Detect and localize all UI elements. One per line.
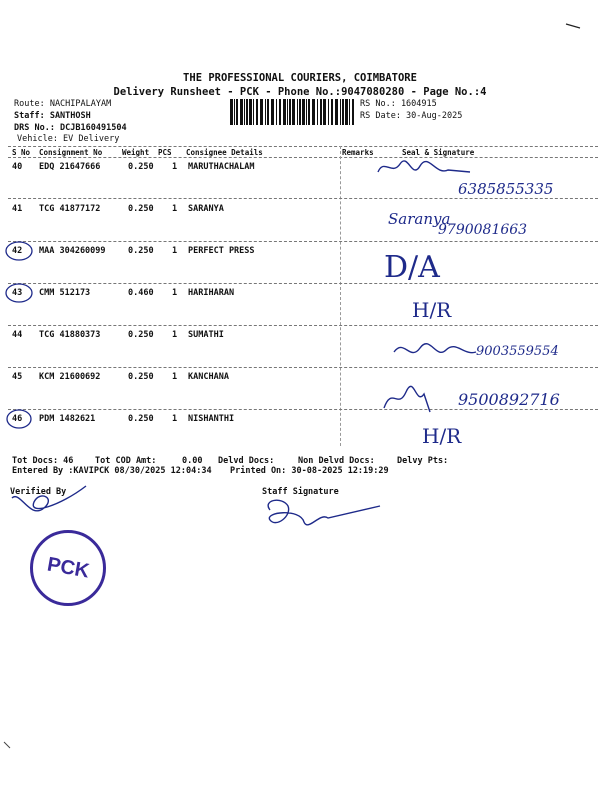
col-seal-signature: Seal & Signature xyxy=(402,148,475,157)
staff-label: Staff: SANTHOSH xyxy=(14,111,91,121)
col-weight: Weight xyxy=(122,148,150,157)
row-weight: 0.250 xyxy=(128,372,154,382)
col-consignee: Consignee Details xyxy=(186,148,263,157)
stray-mark xyxy=(566,24,580,28)
delivered-docs: Delvd Docs: xyxy=(218,456,275,466)
row-consignee: SARANYA xyxy=(188,204,224,214)
handwritten-da-42: D/A xyxy=(384,250,440,285)
row-42-circle xyxy=(6,242,32,260)
drs-number: DRS No.: DCJB160491504 xyxy=(14,123,127,133)
handwritten-phone-41: 9790081663 xyxy=(438,222,528,238)
rs-number: RS No.: 1604915 xyxy=(360,99,437,109)
non-delivered-docs: Non Delvd Docs: xyxy=(298,456,375,466)
stray-mark xyxy=(4,742,10,748)
total-cod-amount: Tot COD Amt: 0.00 xyxy=(95,456,203,466)
stamp-text: PCK xyxy=(45,553,91,583)
row-consignee: NISHANTHI xyxy=(188,414,235,424)
row-consignee: SUMATHI xyxy=(188,330,224,340)
row-consignment: PDM 1482621 xyxy=(39,414,96,424)
row-sno: 44 xyxy=(12,330,23,340)
signature-45 xyxy=(384,386,430,412)
row-pcs: 1 xyxy=(172,162,178,172)
runsheet-subtitle: Delivery Runsheet - PCK - Phone No.:9047080280 - Page No.:4 xyxy=(113,86,487,98)
handwritten-hr-46: H/R xyxy=(422,424,462,448)
row-pcs: 1 xyxy=(172,204,178,214)
pck-stamp xyxy=(30,530,106,606)
row-weight: 0.250 xyxy=(128,330,154,340)
row-consignment: TCG 41880373 xyxy=(39,330,101,340)
signature-44 xyxy=(394,344,476,353)
row-weight: 0.250 xyxy=(128,246,154,256)
row-pcs: 1 xyxy=(172,414,178,424)
row-consignment: EDQ 21647666 xyxy=(39,162,101,172)
row-sno: 43 xyxy=(12,288,23,298)
delivery-points: Delvy Pts: xyxy=(397,456,449,466)
row-consignee: PERFECT PRESS xyxy=(188,246,255,256)
rs-date: RS Date: 30-Aug-2025 xyxy=(360,111,463,121)
row-pcs: 1 xyxy=(172,246,178,256)
row-sno: 40 xyxy=(12,162,23,172)
signature-40 xyxy=(378,161,470,172)
handwritten-phone-44: 9003559554 xyxy=(476,344,559,359)
handwritten-hr-43: H/R xyxy=(412,298,452,322)
staff-signature-label: Staff Signature xyxy=(262,487,339,497)
row-43-circle xyxy=(6,284,32,302)
row-weight: 0.250 xyxy=(128,204,154,214)
row-sno: 45 xyxy=(12,372,23,382)
handwritten-phone-40: 6385855335 xyxy=(458,180,554,198)
row-sno: 41 xyxy=(12,204,23,214)
col-pcs: PCS xyxy=(158,148,172,157)
row-sno: 42 xyxy=(12,246,23,256)
route-label: Route: NACHIPALAYAM xyxy=(14,99,112,109)
handwritten-phone-45: 9500892716 xyxy=(458,390,560,409)
vehicle-label: Vehicle: EV Delivery xyxy=(17,134,120,144)
row-weight: 0.460 xyxy=(128,288,154,298)
row-consignee: KANCHANA xyxy=(188,372,229,382)
company-title: THE PROFESSIONAL COURIERS, COIMBATORE xyxy=(183,72,417,84)
row-weight: 0.250 xyxy=(128,162,154,172)
row-consignment: CMM 512173 xyxy=(39,288,91,298)
row-pcs: 1 xyxy=(172,288,178,298)
row-consignment: TCG 41877172 xyxy=(39,204,101,214)
row-pcs: 1 xyxy=(172,330,178,340)
row-consignee: MARUTHACHALAM xyxy=(188,162,255,172)
row-consignment: MAA 304260099 xyxy=(39,246,106,256)
verified-by-label: Verified By xyxy=(10,487,67,497)
row-weight: 0.250 xyxy=(128,414,154,424)
row-consignee: HARIHARAN xyxy=(188,288,235,298)
row-sno: 46 xyxy=(12,414,23,424)
col-consignment: Consignment No xyxy=(39,148,103,157)
col-sno: S No xyxy=(12,148,31,157)
total-docs: Tot Docs: 46 xyxy=(12,456,74,466)
handwritten-name-41: Saranya xyxy=(388,210,451,228)
printed-on: Printed On: 30-08-2025 12:19:29 xyxy=(230,466,389,476)
row-pcs: 1 xyxy=(172,372,178,382)
row-consignment: KCM 21600692 xyxy=(39,372,101,382)
entered-by: Entered By :KAVIPCK 08/30/2025 12:04:34 xyxy=(12,466,212,476)
col-remarks: Remarks xyxy=(342,148,374,157)
staff-signature-mark xyxy=(268,500,380,525)
row-46-circle xyxy=(7,410,31,428)
